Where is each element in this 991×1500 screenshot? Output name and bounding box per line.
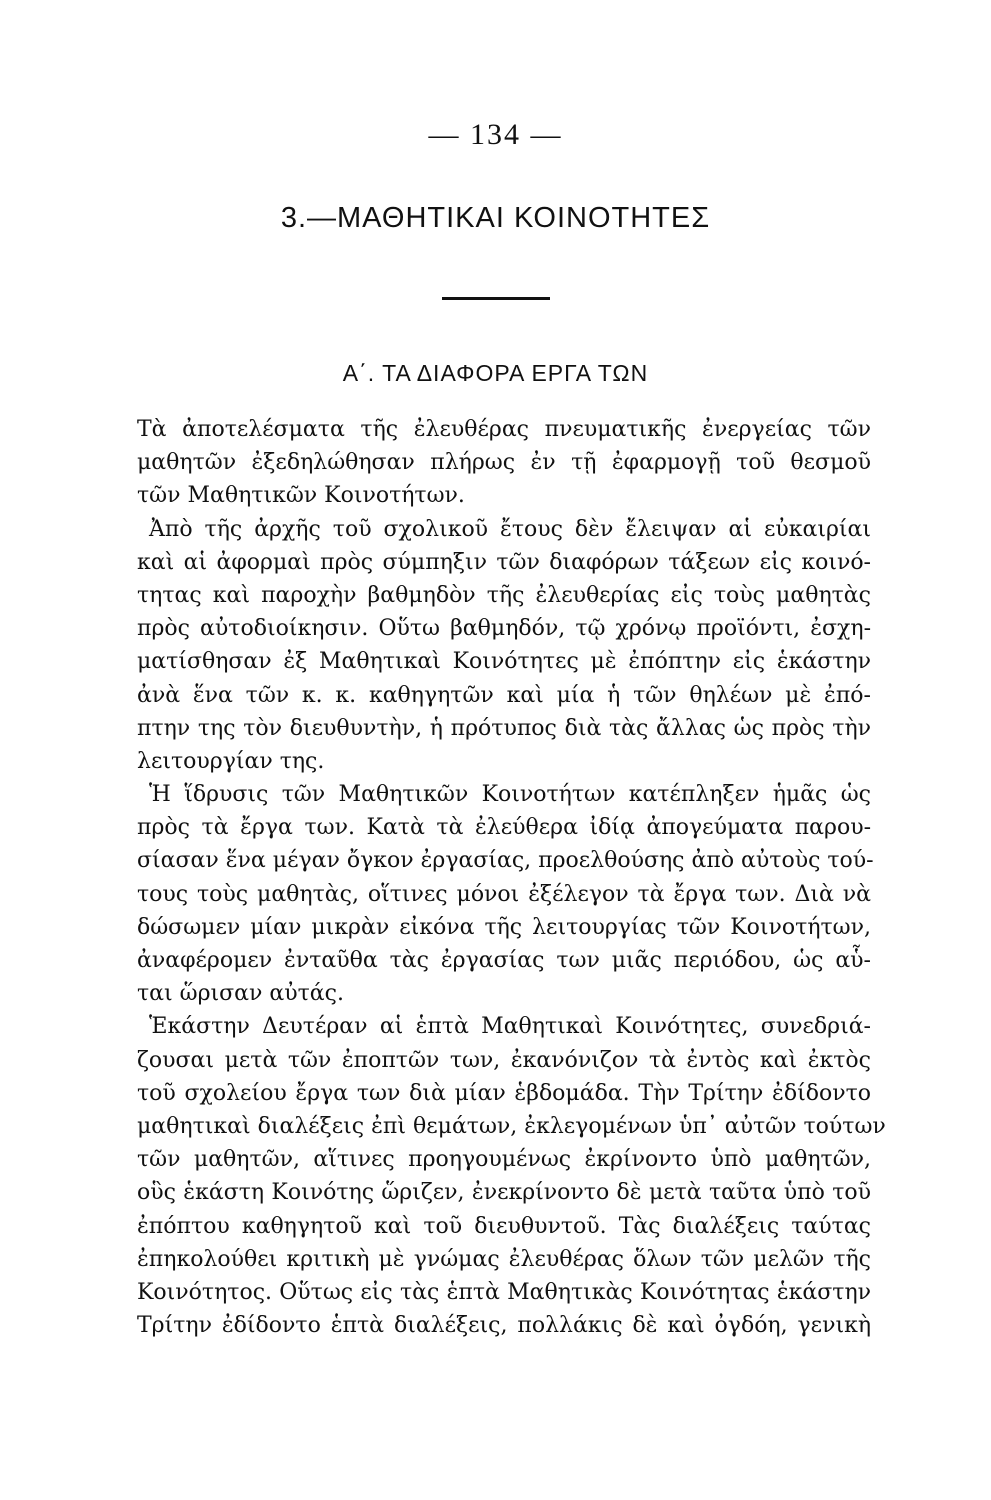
text-line: ματίσθησαν ἐξ Μαθητικαὶ Κοινότητες μὲ ἐπόπτην εἰς ἑκάστην <box>137 649 871 675</box>
text-line: δώσωμεν μίαν μικρὰν εἰκόνα τῆς λειτουργίας τῶν Κοινοτήτων, <box>137 914 871 940</box>
text-line: ἐπηκολούθει κριτικὴ μὲ γνώμας ἐλευθέρας ὅλων τῶν μελῶν τῆς <box>137 1246 871 1272</box>
text-line: Τρίτην ἐδίδοντο ἑπτὰ διαλέξεις, πολλάκις δὲ καὶ ὀγδόη, γενικὴ <box>137 1313 871 1339</box>
text-line: Τὰ ἀποτελέσματα τῆς ἐλευθέρας πνευματικῆς ἐνεργείας τῶν <box>137 417 871 442</box>
text-line: μαθητικαὶ διαλέξεις ἐπὶ θεμάτων, ἐκλεγομένων ὑπ᾽ αὐτῶν τούτων <box>137 1113 886 1139</box>
text-line: Ἀπὸ τῆς ἀρχῆς τοῦ σχολικοῦ ἔτους δὲν ἔλειψαν αἱ εὐκαιρίαι <box>149 516 871 542</box>
text-line: τῶν Μαθητικῶν Κοινοτήτων. <box>137 483 465 509</box>
text-line: τητας καὶ παροχὴν βαθμηδὸν τῆς ἐλευθερίας εἰς τοὺς μαθητὰς <box>137 582 871 608</box>
text-line: πτην της τὸν διευθυντὴν, ἡ πρότυπος διὰ τὰς ἄλλας ὡς πρὸς τὴν <box>137 715 871 741</box>
text-line: ζουσαι μετὰ τῶν ἐποπτῶν των, ἐκανόνιζον τὰ ἐντὸς καὶ ἐκτὸς <box>137 1047 871 1073</box>
text-line: ται ὥρισαν αὐτάς. <box>137 981 344 1007</box>
text-line: λειτουργίαν της. <box>137 748 325 774</box>
text-line: ἀναφέρομεν ἐνταῦθα τὰς ἐργασίας των μιᾶς περιόδου, ὡς αὗ- <box>137 948 871 973</box>
text-line: ἀνὰ ἕνα τῶν κ. κ. καθηγητῶν καὶ μία ἡ τῶν θηλέων μὲ ἐπό- <box>137 682 871 708</box>
body-text <box>137 413 886 1342</box>
text-line: Ἑκάστην Δευτέραν αἱ ἑπτὰ Μαθητικαὶ Κοινότητες, συνεδριά- <box>149 1014 871 1040</box>
text-line: τους τοὺς μαθητὰς, οἵτινες μόνοι ἐξέλεγον τὰ ἔργα των. Διὰ νὰ <box>137 881 871 907</box>
text-line: οὓς ἑκάστη Κοινότης ὥριζεν, ἐνεκρίνοντο δὲ μετὰ ταῦτα ὑπὸ τοῦ <box>137 1180 871 1206</box>
text-line: σίασαν ἕνα μέγαν ὄγκον ἐργασίας, προελθούσης ἀπὸ αὐτοὺς τού- <box>137 848 874 874</box>
text-line: ἐπόπτου καθηγητοῦ καὶ τοῦ διευθυντοῦ. Τὰς διαλέξεις ταύτας <box>137 1213 871 1239</box>
text-line: πρὸς τὰ ἔργα των. Κατὰ τὰ ἐλεύθερα ἰδίᾳ ἀπογεύματα παρου- <box>137 815 871 841</box>
text-line: τοῦ σχολείου ἔργα των διὰ μίαν ἑβδομάδα. Τὴν Τρίτην ἐδίδοντο <box>137 1080 871 1106</box>
section-heading: Α΄. ΤΑ ΔΙΑΦΟΡΑ ΕΡΓΑ ΤΩΝ <box>342 360 649 386</box>
text-line: Κοινότητος. Οὕτως εἰς τὰς ἑπτὰ Μαθητικὰς Κοινότητας ἑκάστην <box>137 1279 871 1305</box>
text-line: τῶν μαθητῶν, αἵτινες προηγουμένως ἐκρίνοντο ὑπὸ μαθητῶν, <box>137 1147 871 1173</box>
title-divider <box>442 297 550 300</box>
text-line: Ἡ ἵδρυσις τῶν Μαθητικῶν Κοινοτήτων κατέπληξεν ἡμᾶς ὡς <box>149 782 871 808</box>
text-line: μαθητῶν ἐξεδηλώθησαν πλήρως ἐν τῇ ἐφαρμογῇ τοῦ θεσμοῦ <box>137 450 871 476</box>
text-line: καὶ αἱ ἀφορμαὶ πρὸς σύμπηξιν τῶν διαφόρων τάξεων εἰς κοινό- <box>137 549 871 575</box>
text-line: πρὸς αὐτοδιοίκησιν. Οὕτω βαθμηδόν, τῷ χρόνῳ προϊόντι, ἐσχη- <box>137 616 871 642</box>
chapter-title: 3.—ΜΑΘΗΤΙΚΑΙ ΚΟΙΝΟΤΗΤΕΣ <box>280 202 711 234</box>
page-number: — 134 — <box>428 118 563 151</box>
